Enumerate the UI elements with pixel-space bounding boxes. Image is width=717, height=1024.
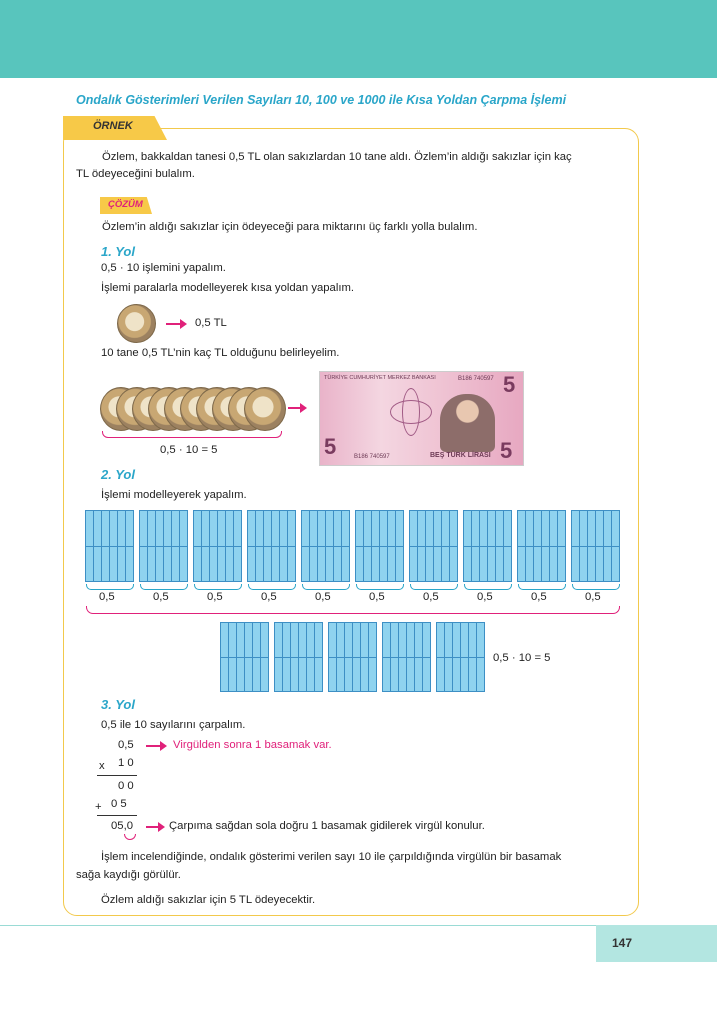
partial-1: 0 0 [118, 780, 134, 792]
model-brace [86, 606, 620, 614]
product-main: 05, [111, 820, 127, 832]
decimal-grid [274, 622, 323, 692]
grid-label: 0,5 [261, 591, 277, 603]
solution-label: ÇÖZÜM [108, 199, 143, 210]
coin-brace [102, 431, 282, 438]
arrow-icon [166, 323, 185, 325]
decimal-grid [247, 510, 296, 582]
grid-brace [518, 584, 566, 590]
mult-rule [97, 815, 137, 816]
grid-label: 0,5 [369, 591, 385, 603]
banknote-denomination: 5 [500, 438, 513, 463]
portrait-image [440, 394, 495, 452]
banknote-serial: B186 740597 [458, 376, 494, 382]
way2-result: 0,5 · 10 = 5 [493, 652, 551, 664]
conclusion-line-1: İşlem incelendiğinde, ondalık gösterimi verilen sayı 10 ile çarpıldığında virgülün bir basamak [101, 851, 562, 863]
mult-second: 1 0 [118, 757, 134, 769]
coin-stack [100, 387, 285, 431]
partial-2: 0 5 [111, 798, 127, 810]
way1-title: 1. Yol [101, 244, 135, 259]
plus-sign: + [95, 801, 102, 813]
arrow-icon [288, 407, 305, 409]
decimal-grid [382, 622, 431, 692]
decimal-grid [85, 510, 134, 582]
grid-label: 0,5 [477, 591, 493, 603]
decimal-grid [193, 510, 242, 582]
way2-line-1: İşlemi modelleyerek yapalım. [101, 489, 247, 501]
problem-line-2: TL ödeyeceğini bulalım. [76, 168, 195, 180]
banknote-image [319, 371, 524, 466]
footer-rule [0, 925, 596, 926]
banknote-serial: B186 740597 [354, 454, 390, 460]
decimal-grid [436, 622, 485, 692]
decimal-grid [463, 510, 512, 582]
coin-value: 0,5 TL [195, 317, 227, 329]
grid-brace [410, 584, 458, 590]
conclusion-line-2: sağa kaydığı görülür. [76, 869, 181, 881]
product-value [111, 820, 133, 832]
problem-line-1: Özlem, bakkaldan tanesi 0,5 TL olan sakızlardan 10 tane aldı. Özlem’in aldığı sakızlar için kaç [102, 151, 572, 163]
way3-line-1: 0,5 ile 10 sayılarını çarpalım. [101, 719, 246, 731]
grid-brace [86, 584, 134, 590]
solution-intro: Özlem’in aldığı sakızlar için ödeyeceği para miktarını üç farklı yolla bulalım. [102, 221, 478, 233]
way1-line-3: 10 tane 0,5 TL’nin kaç TL olduğunu belirleyelim. [101, 347, 340, 359]
mult-top: 0,5 [118, 739, 134, 751]
grid-brace [302, 584, 350, 590]
grid-brace [248, 584, 296, 590]
grid-label: 0,5 [423, 591, 439, 603]
way1-line-1: 0,5 · 10 işlemini yapalım. [101, 262, 226, 274]
mult-operator: x [99, 760, 105, 772]
grid-label: 0,5 [207, 591, 223, 603]
grid-label: 0,5 [153, 591, 169, 603]
section-title: Ondalık Gösterimleri Verilen Sayıları 10, 100 ve 1000 ile Kısa Yoldan Çarpma İşlemi [76, 93, 567, 107]
arrow-icon [146, 745, 165, 747]
banknote-denomination: 5 [503, 372, 516, 397]
grid-brace [140, 584, 188, 590]
way1-line-2: İşlemi paralarla modelleyerek kısa yoldan yapalım. [101, 282, 355, 294]
result-model-row [220, 622, 490, 694]
decimal-grid [517, 510, 566, 582]
conclusion-line-3: Özlem aldığı sakızlar için 5 TL ödeyecektir. [101, 894, 316, 906]
grid-label: 0,5 [585, 591, 601, 603]
way3-title: 3. Yol [101, 697, 135, 712]
arrow-icon [146, 826, 163, 828]
coin-icon [117, 304, 156, 343]
decimal-model-row [85, 510, 625, 620]
decimal-grid [220, 622, 269, 692]
grid-brace [572, 584, 620, 590]
mult-note-1: Virgülden sonra 1 basamak var. [173, 739, 332, 751]
coin-icon [244, 387, 286, 431]
atom-icon [402, 388, 420, 436]
mult-note-2: Çarpıma sağdan sola doğru 1 basamak gidilerek virgül konulur. [169, 820, 485, 832]
grid-label: 0,5 [315, 591, 331, 603]
banknote-name: BEŞ TÜRK LİRASI [430, 452, 491, 459]
header-band [0, 0, 717, 78]
decimal-grid [355, 510, 404, 582]
example-tab-label: ÖRNEK [93, 120, 133, 132]
banknote-denomination: 5 [324, 434, 337, 459]
grid-brace [194, 584, 242, 590]
mult-rule [97, 775, 137, 776]
way2-title: 2. Yol [101, 467, 135, 482]
decimal-grid [409, 510, 458, 582]
product-last: 0 [126, 820, 134, 832]
decimal-grid [139, 510, 188, 582]
grid-label: 0,5 [99, 591, 115, 603]
grid-brace [464, 584, 512, 590]
decimal-grid [571, 510, 620, 582]
page-number: 147 [612, 936, 633, 950]
decimal-grid [328, 622, 377, 692]
coin-equation: 0,5 · 10 = 5 [160, 444, 218, 456]
decimal-grid [301, 510, 350, 582]
grid-brace [356, 584, 404, 590]
grid-label: 0,5 [531, 591, 547, 603]
banknote-header: TÜRKİYE CUMHURİYET MERKEZ BANKASI [324, 375, 436, 381]
